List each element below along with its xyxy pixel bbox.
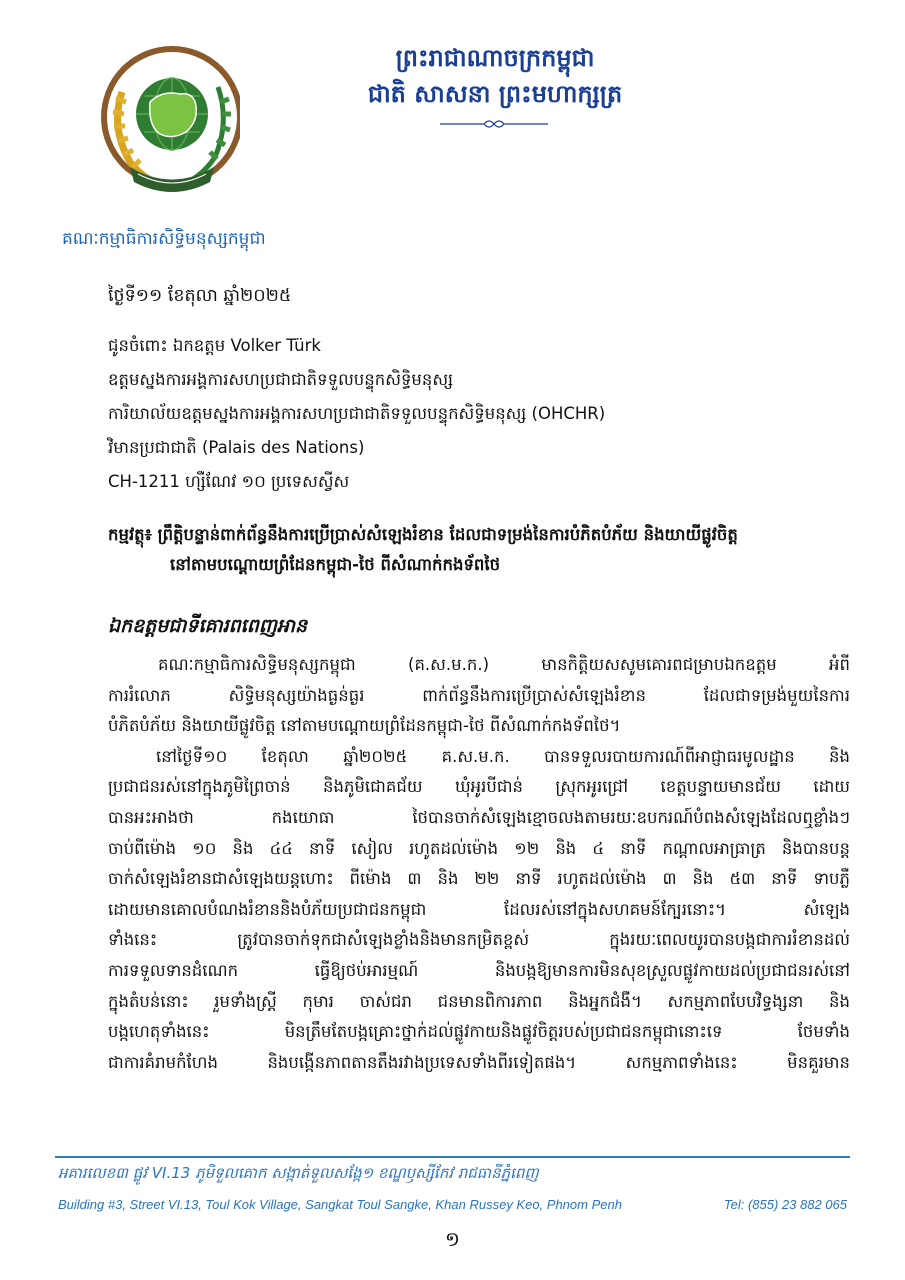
subject-line: កម្មវត្ថុ៖ ព្រឹត្តិបន្ទាន់ពាក់ព័ន្ធនឹងការប្រើប្រាស់សំឡេងរំខាន ដែលជាទម្រង់នៃការបំភិតបំភ័យ និងយាយីផ្លូវចិត្ត xyxy=(108,525,738,544)
footer-telephone: Tel: (855) 23 882 065 xyxy=(723,1197,847,1212)
addressee-line: CH-1211 ហ្សឺណែវ ១០ ប្រទេសស្វីស xyxy=(108,472,350,491)
footer-address-khmer: អគារលេខ៣ ផ្លូវ VI.13 ភូមិទួលគោក សង្កាត់ទួលសង្កែ១ ខណ្ឌឫស្សីកែវ រាជធានីភ្នំពេញ xyxy=(58,1164,539,1182)
letter-date: ថ្ងៃទី១១ ខែតុលា ឆ្នាំ២០២៥ xyxy=(108,286,292,306)
body-line: បង្កហេតុទាំងនេះ មិនត្រឹមតែបង្កគ្រោះថ្នាក់ដល់ផ្លូវកាយនិងផ្លូវចិត្តរបស់ប្រជាជនកម្ពុជានោះទេ ថែមទាំង xyxy=(108,1022,850,1042)
commission-name: គណៈកម្មាធិការសិទ្ធិមនុស្សកម្ពុជា xyxy=(62,229,266,249)
kingdom-title: ព្រះរាជាណាចក្រកម្ពុជា xyxy=(395,43,595,72)
body-line: គណៈកម្មាធិការសិទ្ធិមនុស្សកម្ពុជា (គ.ស.ម.ក.) មានកិត្តិយសសូមគោរពជម្រាបឯកឧត្តម អំពី xyxy=(158,655,850,674)
body-line: ទាំងនេះ ត្រូវបានចាក់ទុកជាសំឡេងខ្លាំងនិងមានកម្រិតខ្ពស់ ក្នុងរយៈពេលយូរបានបង្កជាការរំខានដល់ xyxy=(108,930,850,950)
page-number: ១ xyxy=(444,1227,461,1251)
body-line: ក្នុងតំបន់នោះ រួមទាំងស្ត្រី កុមារ ចាស់ជរា ជនមានពិការភាព និងអ្នកជំងឺ។ សកម្មភាពបែបវិទ្ធង្សនា និង xyxy=(108,991,850,1011)
national-motto: ជាតិ សាសនា ព្រះមហាក្សត្រ xyxy=(367,79,623,108)
ornament-divider-icon xyxy=(438,118,550,130)
body-line: ដោយមានគោលបំណងរំខាននិងបំភ័យប្រជាជនកម្ពុជា ដែលរស់នៅក្នុងសហគមន៍ក្បែរនោះ។ សំឡេង xyxy=(108,899,850,919)
commission-emblem-icon xyxy=(100,42,240,207)
body-line: ចាក់សំឡេងរំខានជាសំឡេងយន្តហោះ ពីម៉ោង ៣ និង ២២ នាទី រហូតដល់ម៉ោង ៣ និង ៥៣ នាទី ទាបភ្លឺ xyxy=(108,869,850,889)
subject-line: នៅតាមបណ្តោយព្រំដែនកម្ពុជា-ថៃ ពីសំណាក់កងទ័ពថៃ xyxy=(170,555,501,574)
salutation: ឯកឧត្តមជាទីគោរពពេញអាន xyxy=(108,615,307,637)
addressee-line: ការិយាល័យឧត្តមស្នងការអង្គការសហប្រជាជាតិទទួលបន្ទុកសិទ្ធិមនុស្ស (OHCHR) xyxy=(108,404,606,423)
addressee-line: វិមានប្រជាជាតិ (Palais des Nations) xyxy=(108,438,365,457)
addressee-line: ជូនចំពោះ ឯកឧត្តម Volker Türk xyxy=(108,336,321,355)
body-line: ការទទួលទានដំណេក ធ្វើឱ្យថប់អារម្មណ៍ និងបង្កឱ្យមានការមិនសុខស្រួលផ្លូវកាយដល់ប្រជាជនរស់នៅ xyxy=(108,960,850,980)
letter-body xyxy=(108,650,850,1078)
footer-divider xyxy=(55,1156,850,1158)
addressee-line: ឧត្តមស្នងការអង្គការសហប្រជាជាតិទទួលបន្ទុកសិទ្ធិមនុស្ស xyxy=(108,370,453,389)
body-line: ប្រជាជនរស់នៅក្នុងភូមិព្រៃចាន់ និងភូមិជោគជ័យ ឃុំអូរបីជាន់ ស្រុកអូរជ្រៅ ខេត្តបន្ទាយមានជ័យ ដោយ xyxy=(108,777,850,797)
footer-address-english: Building #3, Street VI.13, Toul Kok Village, Sangkat Toul Sangke, Khan Russey Keo, Phnom Penh xyxy=(58,1197,622,1212)
body-line: នៅថ្ងៃទី១០ ខែតុលា ឆ្នាំ២០២៥ គ.ស.ម.ក. បានទទួលរបាយការណ៍ពីអាជ្ញាធរមូលដ្ឋាន និង xyxy=(156,746,850,766)
body-line: ចាប់ពីម៉ោង ១០ និង ៤៤ នាទី សៀល រហូតដល់ម៉ោង ១២ និង ៤ នាទី កណ្តាលអាធ្រាត្រ និងបានបន្ត xyxy=(108,838,850,858)
body-line: ជាការគំរាមកំហែង និងបង្កើនភាពតានតឹងរវាងប្រទេសទាំងពីរទៀតផង។ សកម្មភាពទាំងនេះ មិនគួរមាន xyxy=(108,1052,850,1072)
letter-subject xyxy=(108,520,848,580)
body-line: ការរំលោភ សិទ្ធិមនុស្សយ៉ាងធ្ងន់ធ្ងរ ពាក់ព័ន្ធនឹងការប្រើប្រាស់សំឡេងរំខាន ដែលជាទម្រង់មួយនៃការ xyxy=(108,685,850,705)
kingdom-motto xyxy=(330,40,660,112)
body-line: បំភិតបំភ័យ និងយាយីផ្លូវចិត្ត នៅតាមបណ្តោយព្រំដែនកម្ពុជា-ថៃ ពីសំណាក់កងទ័ពថៃ។ xyxy=(108,716,621,736)
body-line: បានអះអាងថា កងយោធា ថៃបានចាក់សំឡេងខ្មោចលងតាមរយៈឧបករណ៍បំពងសំឡេងដែលឮខ្លាំងៗ xyxy=(108,807,850,827)
